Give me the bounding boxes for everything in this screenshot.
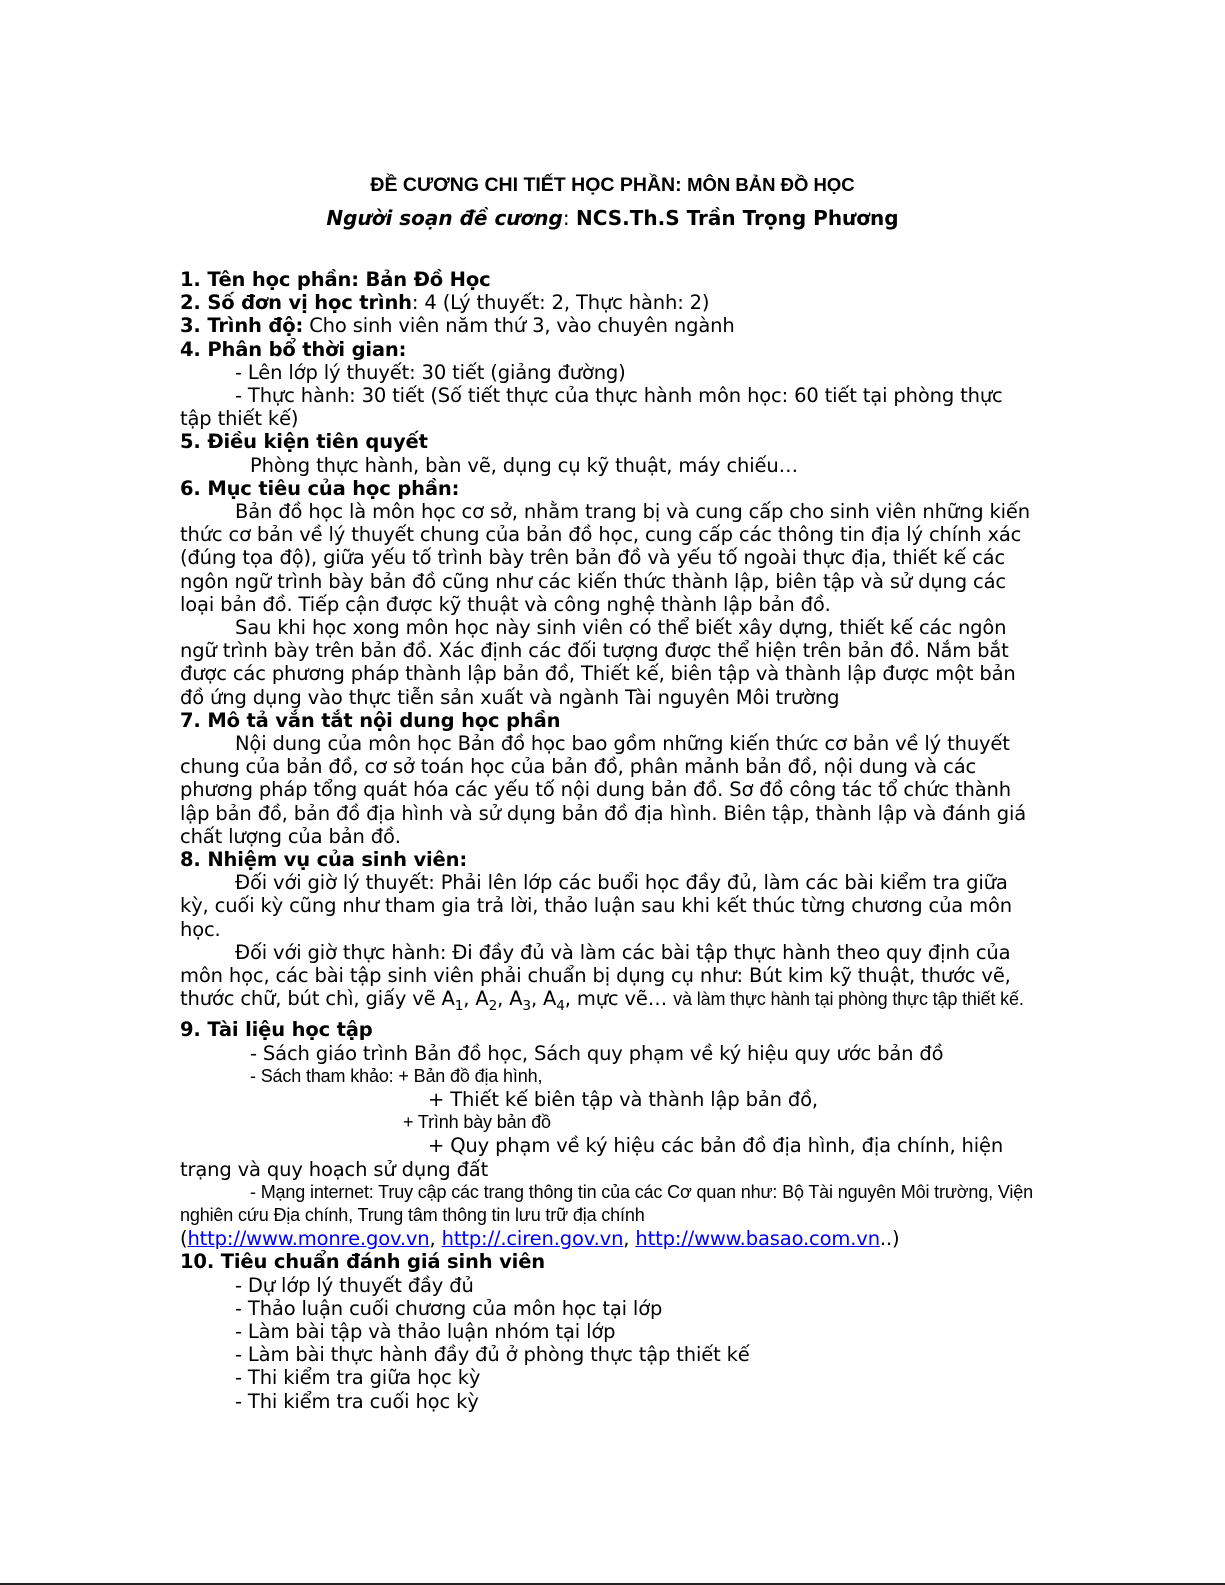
section-3-heading: 3. Trình độ: xyxy=(180,314,304,338)
section-9-item-2: - Sách tham khảo: + Bản đồ địa hình, xyxy=(250,1065,543,1086)
subscript-4: 4 xyxy=(556,998,565,1015)
section-9-item-5 xyxy=(180,1134,1040,1180)
document-body xyxy=(180,268,1040,1413)
section-9-item-6-text: - Mạng internet: Truy cập các trang thông tin của các Cơ quan như: Bộ Tài nguyên Môi trường, Viện nghiên cứu Địa chính, Trung tâm thông tin lưu trữ địa chính xyxy=(180,1181,1033,1226)
separator-1: , A xyxy=(463,987,489,1011)
section-5-heading: 5. Điều kiện tiên quyết xyxy=(180,430,428,454)
section-8-paragraph-1: Đối với giờ lý thuyết: Phải lên lớp các buổi học đầy đủ, làm các bài kiểm tra giữa kỳ, cuối kỳ cũng như tham gia trả lời, thảo luận sau khi kết thúc từng chương của môn học. xyxy=(180,871,1012,941)
section-6-paragraph-1: Bản đồ học là môn học cơ sở, nhằm trang bị và cung cấp cho sinh viên những kiến thức cơ bản về lý thuyết chung của bản đồ học, cung cấp các thông tin địa lý chính xác (đúng tọa độ), giữa yếu tố trình bày trên bản đồ và yếu tố ngoài thực địa, thiết kế các ngôn ngữ trình bày bản đồ cũng như các kiến thức thành lập, biên tập và sử dụng các loại bản đồ. Tiếp cận được kỹ thuật và công nghệ thành lập bản đồ. xyxy=(180,500,1030,616)
section-9-item-5-text: + Quy phạm về ký hiệu các bản đồ địa hình, địa chính, hiện trạng và quy hoạch sử dụng đất xyxy=(180,1134,1004,1181)
section-10-item: - Thi kiểm tra giữa học kỳ xyxy=(235,1366,481,1390)
section-3 xyxy=(180,314,1040,337)
section-1-heading: 1. Tên học phần: Bản Đồ Học xyxy=(180,268,491,291)
title-part1: ĐỀ CƯƠNG CHI TIẾT HỌC PHẦN: xyxy=(370,174,688,196)
comma-1: , xyxy=(429,1227,442,1251)
document-title xyxy=(0,174,1225,197)
section-6-paragraph-2: Sau khi học xong môn học này sinh viên có thể biết xây dựng, thiết kế các ngôn ngữ trình bày trên bản đồ. Xác định các đối tượng được thể hiện trên bản đồ. Nắm bắt được các phương pháp thành lập bản đồ, Thiết kế, biên tập và thành lập được một bản đồ ứng dụng vào thực tiễn sản xuất và ngành Tài nguyên Môi trường xyxy=(180,616,1016,709)
section-7-paragraph-1: Nội dung của môn học Bản đồ học bao gồm những kiến thức cơ bản về lý thuyết chung của bản đồ, cơ sở toán học của bản đồ, phân mảnh bản đồ, nội dung và các phương pháp tổng quát hóa các yếu tố nội dung bản đồ. Sơ đồ công tác tổ chức thành lập bản đồ, bản đồ địa hình và sử dụng bản đồ địa hình. Biên tập, thành lập và đánh giá chất lượng của bản đồ. xyxy=(180,732,1027,848)
section-10-item: - Dự lớp lý thuyết đầy đủ xyxy=(235,1273,474,1297)
section-4-heading: 4. Phân bổ thời gian: xyxy=(180,337,407,361)
author-sep: : xyxy=(562,206,576,230)
section-9-links xyxy=(180,1227,1040,1250)
comma-2: , xyxy=(623,1227,636,1251)
separator-3: , A xyxy=(530,987,557,1011)
section-4-line1: - Lên lớp lý thuyết: 30 tiết (giảng đường) xyxy=(235,360,626,384)
separator-2: , A xyxy=(497,987,523,1011)
link-ciren[interactable]: http://.ciren.gov.vn xyxy=(441,1227,624,1251)
author-label: Người soạn đề cương xyxy=(326,206,563,230)
paren-close: ..) xyxy=(879,1227,900,1251)
section-3-text: Cho sinh viên năm thứ 3, vào chuyên ngành xyxy=(303,314,735,338)
section-2-heading: 2. Số đơn vị học trình xyxy=(180,291,412,315)
section-8-paragraph-2 xyxy=(180,941,1040,1019)
section-10-item: - Thi kiểm tra cuối học kỳ xyxy=(235,1389,479,1413)
section-10-item: - Thảo luận cuối chương của môn học tại lớp xyxy=(235,1296,663,1320)
paren-open: ( xyxy=(180,1227,188,1251)
section-8-p2-text: Đối với giờ thực hành: Đi đầy đủ và làm các bài tập thực hành theo quy định của môn học, các bài tập sinh viên phải chuẩn bị dụng cụ như: Bút kim kỹ thuật, thước vẽ, thước chữ, bút chì, giấy vẽ A xyxy=(180,940,1011,1011)
subscript-1: 1 xyxy=(454,998,464,1015)
section-2 xyxy=(180,291,1040,314)
link-basao[interactable]: http://www.basao.com.vn xyxy=(635,1227,880,1251)
section-9-item-1: - Sách giáo trình Bản đồ học, Sách quy phạm về ký hiệu quy ước bản đồ xyxy=(250,1041,944,1065)
section-2-text: : 4 (Lý thuyết: 2, Thực hành: 2) xyxy=(411,291,710,315)
section-9-item-4: + Trình bày bản đồ xyxy=(403,1112,551,1133)
section-7-heading: 7. Mô tả vắn tắt nội dung học phần xyxy=(180,708,561,732)
section-9-heading: 9. Tài liệu học tập xyxy=(180,1018,373,1042)
author-line xyxy=(0,206,1225,230)
section-10-item: - Làm bài tập và thảo luận nhóm tại lớp xyxy=(235,1320,616,1344)
section-8-p2-text-b: , mực vẽ… xyxy=(564,987,674,1011)
link-monre[interactable]: http://www.monre.gov.vn xyxy=(187,1227,430,1251)
subscript-2: 2 xyxy=(488,998,498,1015)
section-10-item: - Làm bài thực hành đầy đủ ở phòng thực tập thiết kế xyxy=(235,1343,750,1367)
title-part2: MÔN BẢN ĐỒ HỌC xyxy=(687,174,855,195)
section-10-heading: 10. Tiêu chuẩn đánh giá sinh viên xyxy=(180,1250,546,1274)
section-6-heading: 6. Mục tiêu của học phần: xyxy=(180,476,460,500)
section-9-item-6 xyxy=(180,1181,1040,1227)
section-4-line2: - Thực hành: 30 tiết (Số tiết thực của thực hành môn học: 60 tiết tại phòng thực tập thiết kế) xyxy=(180,384,1003,431)
section-5-text: Phòng thực hành, bàn vẽ, dụng cụ kỹ thuật, máy chiếu… xyxy=(250,453,798,477)
author-name: NCS.Th.S Trần Trọng Phương xyxy=(575,206,899,230)
subscript-3: 3 xyxy=(522,998,531,1015)
section-9-item-3: + Thiết kế biên tập và thành lập bản đồ, xyxy=(428,1088,818,1111)
section-8-heading: 8. Nhiệm vụ của sinh viên: xyxy=(180,848,468,872)
section-8-p2-text-c: và làm thực hành tại phòng thực tập thiết kế. xyxy=(673,989,1024,1010)
